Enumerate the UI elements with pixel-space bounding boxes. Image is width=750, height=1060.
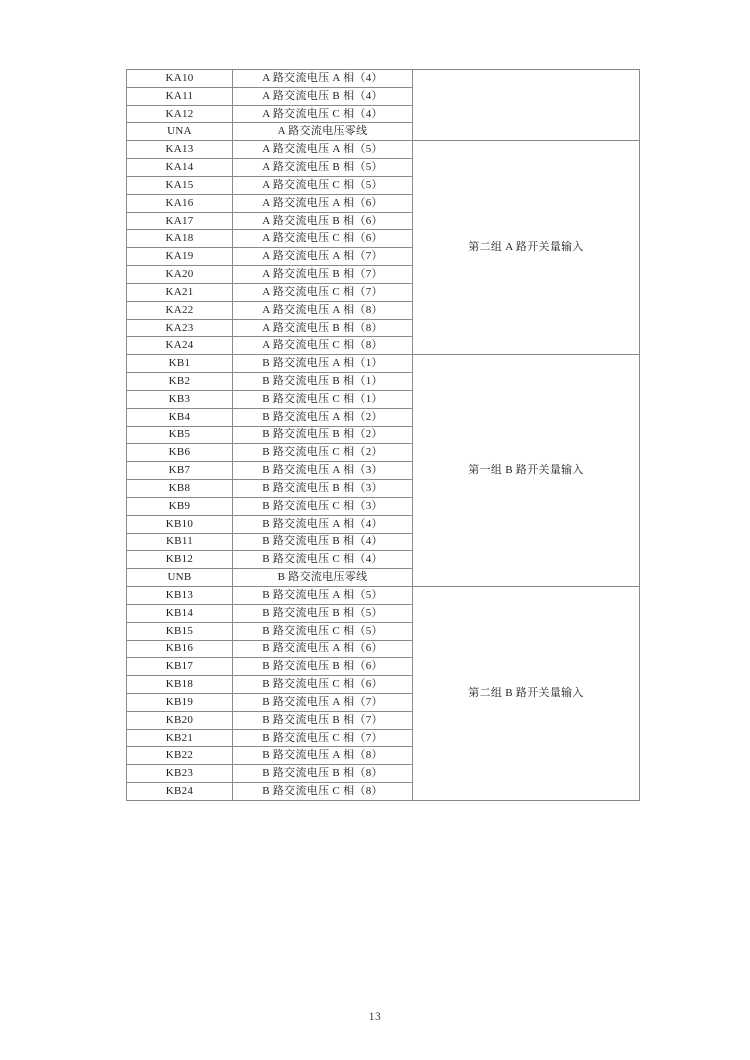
description-cell: A 路交流电压 A 相（8）	[233, 301, 413, 319]
group-cell: 第二组 A 路开关量输入	[413, 141, 640, 355]
description-cell: B 路交流电压 C 相（8）	[233, 783, 413, 801]
description-cell: A 路交流电压 B 相（6）	[233, 212, 413, 230]
description-cell: B 路交流电压 B 相（5）	[233, 604, 413, 622]
description-cell: B 路交流电压 C 相（2）	[233, 444, 413, 462]
terminal-cell: KB11	[127, 533, 233, 551]
terminal-cell: KB14	[127, 604, 233, 622]
group-cell: 第二组 B 路开关量输入	[413, 587, 640, 801]
terminal-cell: KB18	[127, 676, 233, 694]
description-cell: A 路交流电压 A 相（6）	[233, 194, 413, 212]
table-row	[127, 141, 640, 159]
terminal-cell: KA24	[127, 337, 233, 355]
terminal-cell: KA22	[127, 301, 233, 319]
terminal-cell: KB24	[127, 783, 233, 801]
terminal-table	[126, 69, 640, 801]
table-row	[127, 70, 640, 88]
terminal-cell: KB2	[127, 373, 233, 391]
description-cell: A 路交流电压 C 相（5）	[233, 176, 413, 194]
description-cell: B 路交流电压 C 相（6）	[233, 676, 413, 694]
terminal-cell: KB23	[127, 765, 233, 783]
terminal-cell: KA11	[127, 87, 233, 105]
terminal-cell: KA15	[127, 176, 233, 194]
description-cell: B 路交流电压 C 相（7）	[233, 729, 413, 747]
terminal-cell: KB6	[127, 444, 233, 462]
description-cell: B 路交流电压 B 相（8）	[233, 765, 413, 783]
description-cell: B 路交流电压 A 相（1）	[233, 355, 413, 373]
terminal-cell: KA10	[127, 70, 233, 88]
description-cell: B 路交流电压 A 相（8）	[233, 747, 413, 765]
description-cell: B 路交流电压 B 相（3）	[233, 480, 413, 498]
terminal-cell: KB8	[127, 480, 233, 498]
table-row	[127, 355, 640, 373]
terminal-cell: KB10	[127, 515, 233, 533]
terminal-cell: KB16	[127, 640, 233, 658]
terminal-cell: UNA	[127, 123, 233, 141]
description-cell: B 路交流电压 B 相（6）	[233, 658, 413, 676]
terminal-cell: KB20	[127, 711, 233, 729]
description-cell: B 路交流电压零线	[233, 569, 413, 587]
description-cell: A 路交流电压 B 相（7）	[233, 266, 413, 284]
terminal-cell: KA20	[127, 266, 233, 284]
description-cell: B 路交流电压 C 相（3）	[233, 497, 413, 515]
terminal-cell: KB21	[127, 729, 233, 747]
terminal-cell: UNB	[127, 569, 233, 587]
terminal-cell: KA23	[127, 319, 233, 337]
description-cell: B 路交流电压 C 相（5）	[233, 622, 413, 640]
description-cell: A 路交流电压 C 相（7）	[233, 283, 413, 301]
terminal-cell: KB4	[127, 408, 233, 426]
terminal-cell: KB5	[127, 426, 233, 444]
description-cell: B 路交流电压 B 相（1）	[233, 373, 413, 391]
description-cell: B 路交流电压 C 相（4）	[233, 551, 413, 569]
description-cell: A 路交流电压 A 相（4）	[233, 70, 413, 88]
description-cell: A 路交流电压零线	[233, 123, 413, 141]
description-cell: B 路交流电压 A 相（4）	[233, 515, 413, 533]
terminal-cell: KA16	[127, 194, 233, 212]
terminal-cell: KA21	[127, 283, 233, 301]
terminal-cell: KA19	[127, 248, 233, 266]
terminal-cell: KB22	[127, 747, 233, 765]
group-cell: 第一组 B 路开关量输入	[413, 355, 640, 587]
description-cell: B 路交流电压 A 相（3）	[233, 462, 413, 480]
description-cell: A 路交流电压 A 相（7）	[233, 248, 413, 266]
terminal-cell: KB17	[127, 658, 233, 676]
description-cell: B 路交流电压 A 相（2）	[233, 408, 413, 426]
description-cell: B 路交流电压 C 相（1）	[233, 390, 413, 408]
terminal-cell: KB7	[127, 462, 233, 480]
terminal-cell: KB19	[127, 693, 233, 711]
description-cell: B 路交流电压 A 相（6）	[233, 640, 413, 658]
description-cell: A 路交流电压 A 相（5）	[233, 141, 413, 159]
group-cell	[413, 70, 640, 141]
page-number: 13	[368, 1011, 382, 1023]
description-cell: A 路交流电压 C 相（4）	[233, 105, 413, 123]
description-cell: B 路交流电压 B 相（7）	[233, 711, 413, 729]
terminal-cell: KA14	[127, 159, 233, 177]
terminal-cell: KA18	[127, 230, 233, 248]
terminal-cell: KA13	[127, 141, 233, 159]
description-cell: A 路交流电压 C 相（6）	[233, 230, 413, 248]
description-cell: A 路交流电压 B 相（8）	[233, 319, 413, 337]
terminal-table-body	[127, 70, 640, 801]
description-cell: B 路交流电压 A 相（5）	[233, 587, 413, 605]
table-row	[127, 587, 640, 605]
description-cell: A 路交流电压 B 相（5）	[233, 159, 413, 177]
description-cell: B 路交流电压 B 相（4）	[233, 533, 413, 551]
terminal-cell: KA17	[127, 212, 233, 230]
terminal-cell: KB9	[127, 497, 233, 515]
terminal-cell: KB13	[127, 587, 233, 605]
terminal-cell: KB1	[127, 355, 233, 373]
terminal-cell: KB3	[127, 390, 233, 408]
description-cell: B 路交流电压 B 相（2）	[233, 426, 413, 444]
terminal-cell: KA12	[127, 105, 233, 123]
description-cell: B 路交流电压 A 相（7）	[233, 693, 413, 711]
terminal-cell: KB12	[127, 551, 233, 569]
description-cell: A 路交流电压 C 相（8）	[233, 337, 413, 355]
description-cell: A 路交流电压 B 相（4）	[233, 87, 413, 105]
terminal-cell: KB15	[127, 622, 233, 640]
